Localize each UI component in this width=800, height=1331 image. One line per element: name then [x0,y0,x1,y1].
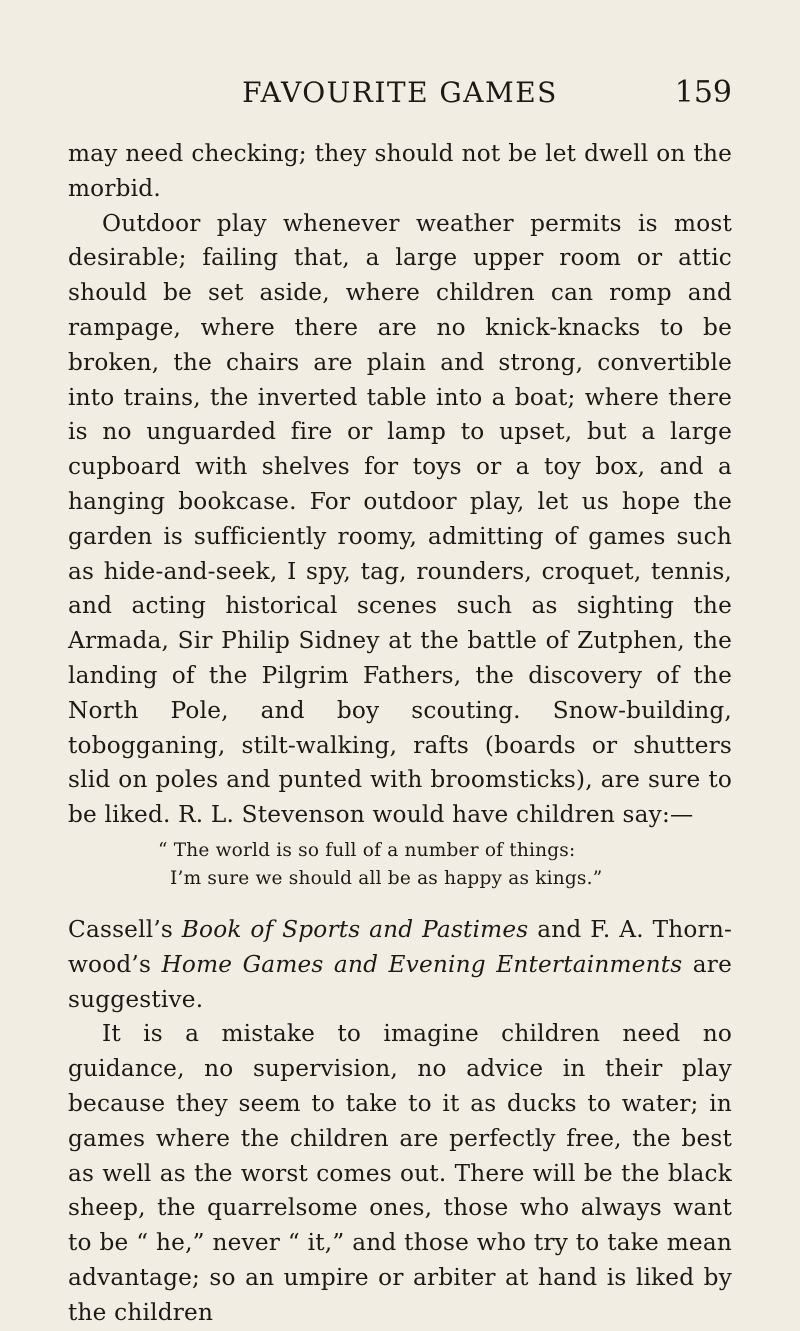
paragraph-continued: may need checking; they should not be let dwell on the morbid. [68,140,732,202]
verse-quotation [68,837,732,893]
book-title-sports-pastimes: Book of Sports and Pastimes [181,915,529,943]
book-title-home-games: Home Games and Evening Entertainments [161,950,683,978]
body-text [68,137,732,1331]
running-title: FAVOURITE GAMES [242,76,558,109]
reference-text-3: are suggestive. [68,950,732,1013]
paragraph-guidance: It is a mistake to imagine children need no guidance, no supervision, no advice in their play because they seem to take to it as ducks to water; in games where the children are perfectly free, the best as well as the worst comes out. There will be the black sheep, the quarrelsome ones, those who always want to be “ he,” never “ it,” and those who try to take mean advantage; so an umpire or arbiter at hand is liked by the children [68,1020,732,1326]
page-number: 159 [674,75,732,110]
paragraph-book-references [68,913,732,1017]
running-head [68,76,732,116]
reference-text-2: and F. A. Thorn-wood’s [68,915,732,978]
verse-line-2: I’m sure we should all be as happy as kings.” [170,867,603,889]
verse-line-1: “ The world is so full of a number of things: [158,839,576,861]
paragraph-outdoor-play: Outdoor play whenever weather permits is most desirable; failing that, a large upper room or attic should be set aside, where children can romp and rampage, where there are no knick-knacks to be broken, the chairs are plain and strong, convertible into trains, the inverted table into a boat; where there is no unguarded fire or lamp to upset, but a large cupboard with shelves for toys or a toy box, and a hanging bookcase. For outdoor play, let us hope the garden is sufficiently roomy, admitting of games such as hide-and-seek, I spy, tag, rounders, croquet, tennis, and acting historical scenes such as sighting the Armada, Sir Philip Sidney at the battle of Zutphen, the landing of the Pilgrim Fathers, the discovery of the North Pole, and boy scouting. Snow-building, tobogganing, stilt-walking, rafts (boards or shutters slid on poles and punted with broomsticks), are sure to be liked. R. L. Stevenson would have children say:— [68,209,732,829]
reference-text-1: Cassell’s [68,915,182,943]
